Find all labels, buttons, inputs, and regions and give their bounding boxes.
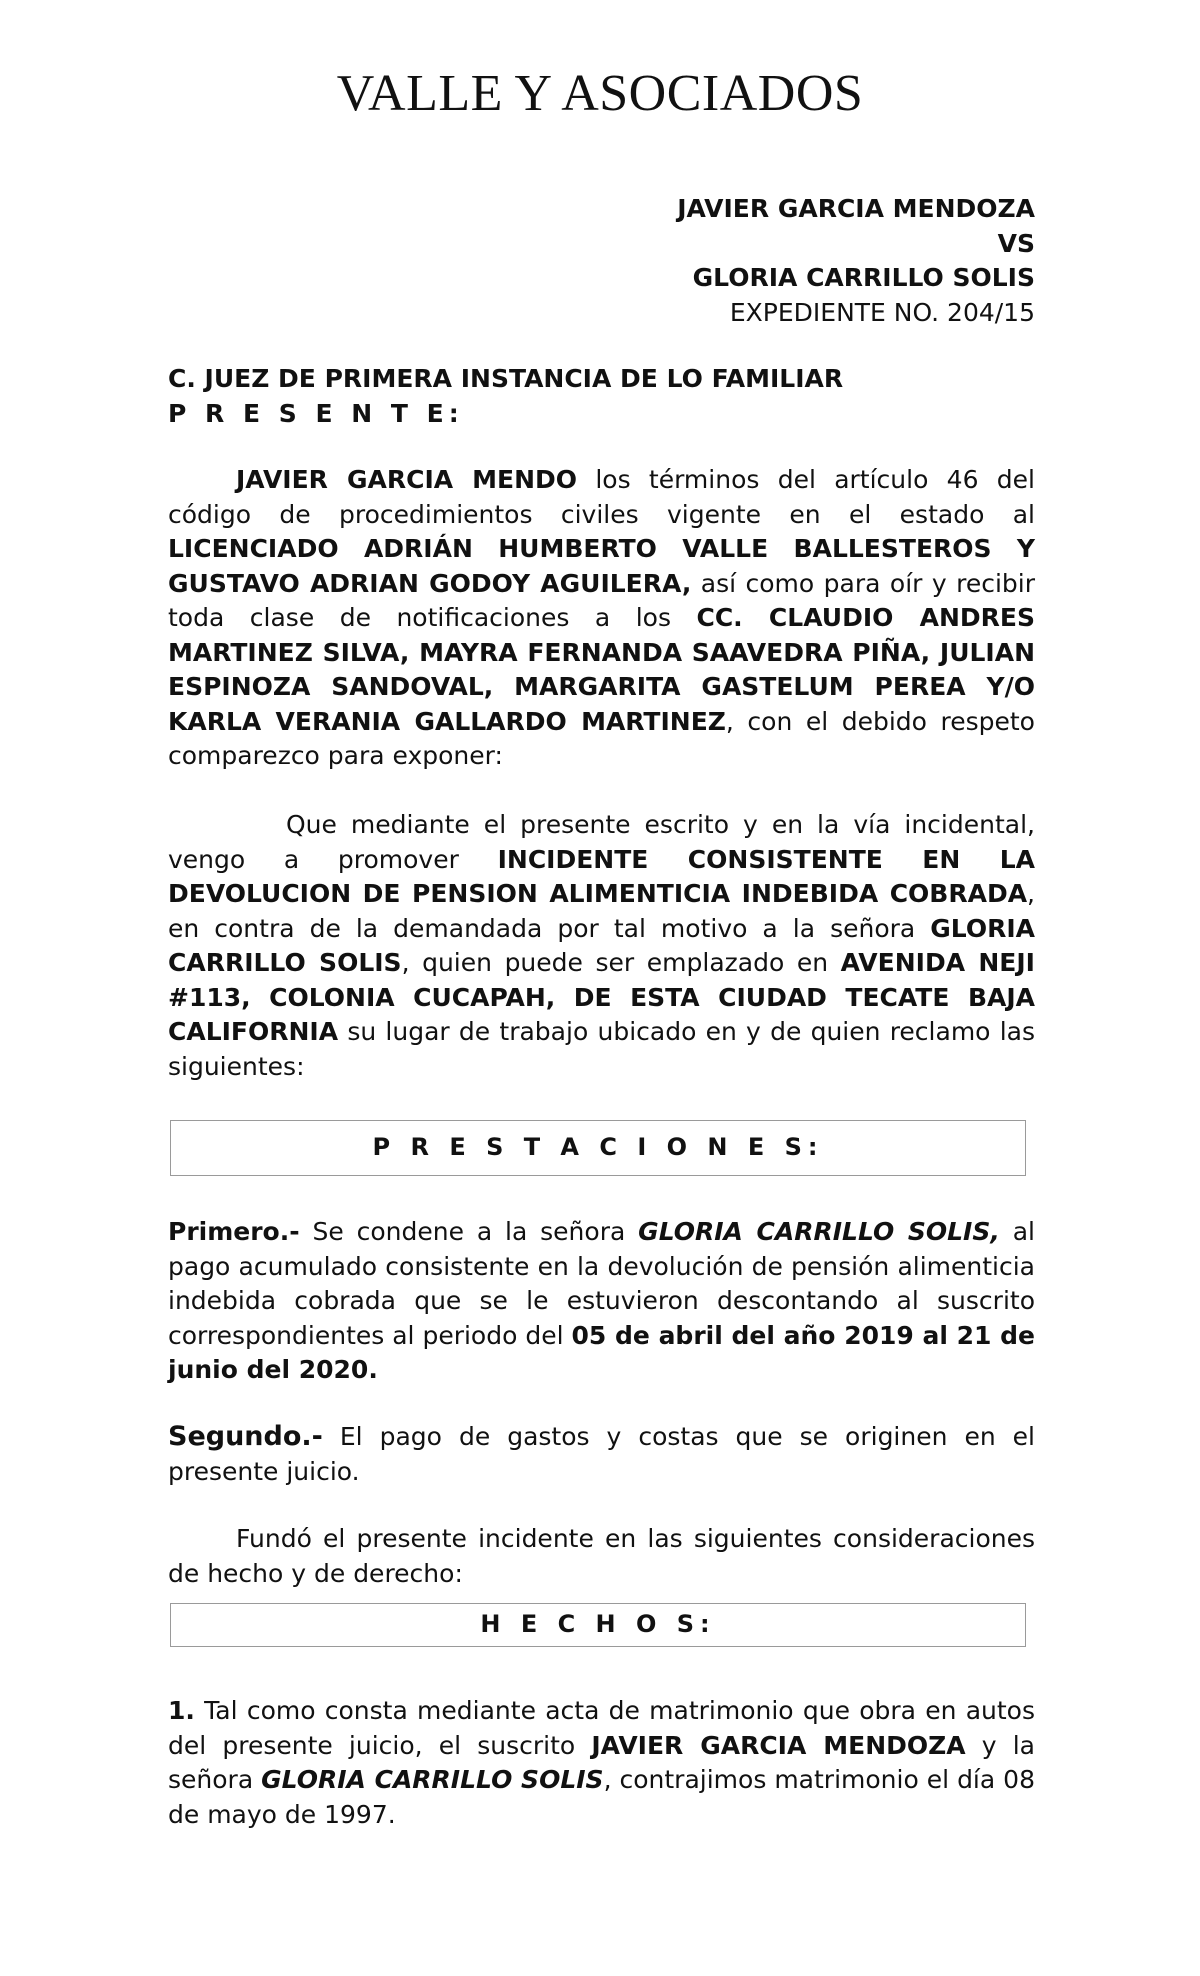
hechos-heading: H E C H O S: [170, 1603, 1026, 1647]
motion-text-3: , quien puede ser emplazado en [401, 948, 841, 977]
primero-text-1: Se condene a la señora [299, 1217, 639, 1246]
case-caption [677, 192, 1035, 330]
motion-text-1: Que mediante el presente escrito y en la vía incidental, vengo a promover [168, 810, 1035, 874]
intro-text-2: así como para oír y recibir toda clase de notificaciones a los [168, 568, 1036, 632]
file-number: EXPEDIENTE NO. 204/15 [729, 297, 1035, 327]
hecho-1-number: 1. [168, 1696, 195, 1725]
hecho-1-plaintiff: JAVIER GARCIA MENDOZA [591, 1730, 966, 1760]
hecho-1-text-1: Tal como consta mediante acta de matrimonio que obra en autos del presente juicio, el suscrito [168, 1696, 1035, 1760]
intro-name: JAVIER GARCIA MENDO [236, 465, 578, 494]
intro-text-1: los términos del artículo 46 del código de procedimientos civiles vigente en el estado al [168, 465, 1035, 529]
plaintiff-name: JAVIER GARCIA MENDOZA [677, 194, 1035, 223]
motion-text-4: su lugar de trabajo ubicado en y de quien reclamo las siguientes: [168, 1017, 1035, 1081]
segundo-paragraph [168, 1420, 1035, 1489]
motion-text-2: , en contra de la demandada por tal motivo a la señora [168, 879, 1035, 943]
motion-address: AVENIDA NEJI #113, COLONIA CUCAPAH, DE ESTA CIUDAD TECATE BAJA CALIFORNIA [168, 948, 1035, 1046]
hecho-1-paragraph [168, 1694, 1035, 1832]
present-label: P R E S E N T E: [168, 398, 464, 428]
primero-text-2: al pago acumulado consistente en la devolución de pensión alimenticia indebida cobrada que se le estuvieron descontando al suscrito correspondientes al periodo del [168, 1217, 1035, 1350]
segundo-label: Segundo.- [168, 1421, 323, 1452]
hecho-1-text-2: y la señora [168, 1730, 1035, 1794]
fundamento-paragraph: Fundó el presente incidente en las siguientes consideraciones de hecho y de derecho: [168, 1524, 1035, 1588]
hecho-1-text-3: , contrajimos matrimonio el día 08 de mayo de 1997. [168, 1765, 1035, 1829]
motion-incident: INCIDENTE CONSISTENTE EN LA DEVOLUCION DE PENSION ALIMENTICIA INDEBIDA COBRADA [168, 844, 1036, 908]
judge-title: C. JUEZ DE PRIMERA INSTANCIA DE LO FAMILIAR [168, 364, 844, 393]
defendant-name: GLORIA CARRILLO SOLIS [692, 263, 1035, 292]
intro-text-3: , con el debido respeto comparezco para exponer: [168, 706, 1035, 770]
primero-label: Primero.- [168, 1217, 300, 1246]
intro-notified: CC. CLAUDIO ANDRES MARTINEZ SILVA, MAYRA FERNANDA SAAVEDRA PIÑA, JULIAN ESPINOZA SANDOVAL, MARGARITA GASTELUM PEREA Y/O KARLA VERANIA GALLARDO MARTINEZ [168, 603, 1035, 736]
primero-paragraph [168, 1215, 1035, 1388]
motion-defendant: GLORIA CARRILLO SOLIS [168, 913, 1035, 977]
motion-paragraph [168, 808, 1035, 1084]
addressee [168, 362, 843, 431]
primero-period: 05 de abril del año 2019 al 21 de junio del 2020. [168, 1320, 1035, 1384]
segundo-text-1: El pago de gastos y costas que se originen en el presente juicio. [168, 1422, 1035, 1486]
hecho-1-defendant: GLORIA CARRILLO SOLIS [261, 1765, 604, 1794]
primero-name: GLORIA CARRILLO SOLIS, [638, 1217, 1000, 1246]
intro-lawyers: LICENCIADO ADRIÁN HUMBERTO VALLE BALLESTEROS Y GUSTAVO ADRIAN GODOY AGUILERA, [168, 534, 1035, 598]
intro-paragraph [168, 463, 1035, 774]
versus-label: VS [997, 228, 1035, 258]
prestaciones-heading: P R E S T A C I O N E S: [170, 1120, 1026, 1176]
firm-name: VALLE Y ASOCIADOS [336, 65, 864, 122]
